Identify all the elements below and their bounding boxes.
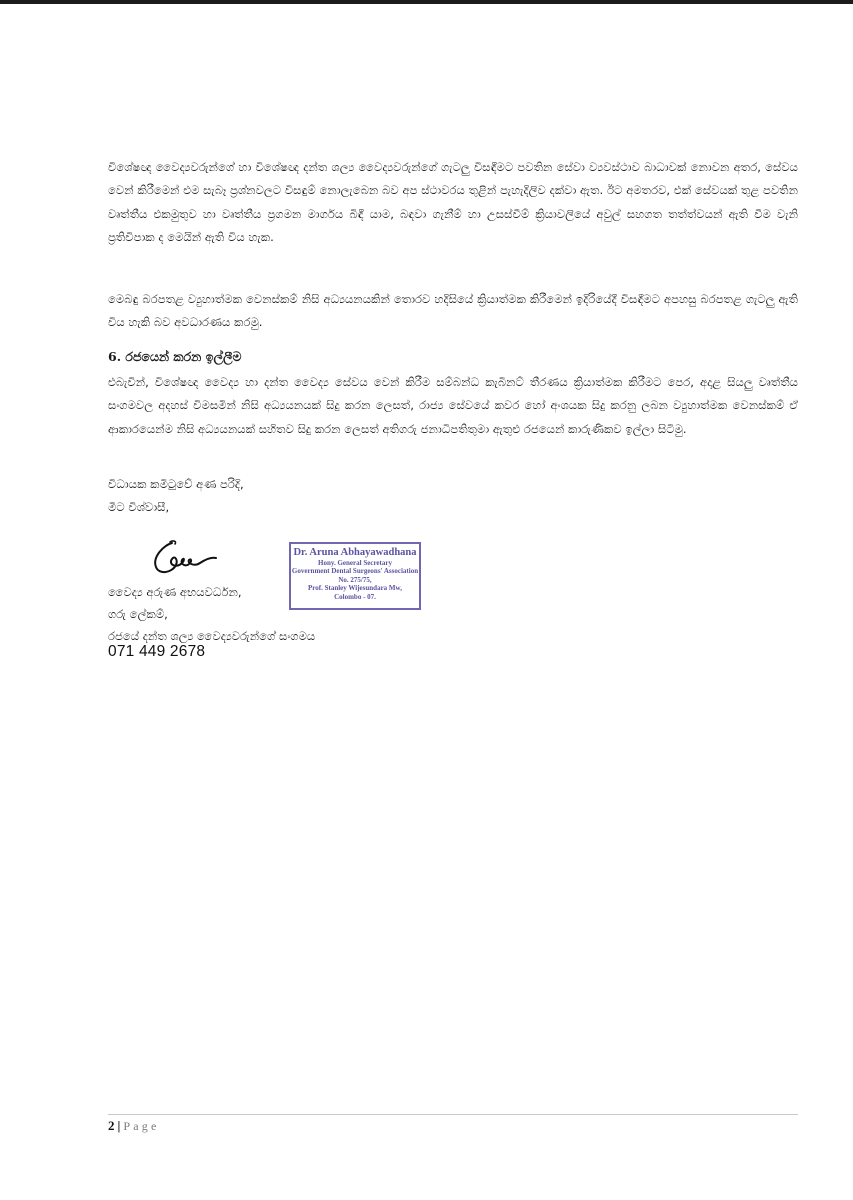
- top-border-rule: [0, 0, 853, 4]
- footer-separator: |: [117, 1118, 121, 1133]
- body-paragraph-2: මෙබඳු බරපතළ ව්‍යුහාත්මක වෙනස්කම් නිසි අධ්‍යයනයකින් තොරව හදිසියේ ක්‍රියාත්මක කිරීමෙන් ඉදිරියේදී විසඳීමට අපහසු බරපතළ ගැටලු ඇති විය හැකි බව අවධාරණය කරමු.: [108, 292, 798, 330]
- page-number: 2: [108, 1118, 115, 1133]
- signatory-organisation: රජයේ දන්ත ශල්‍ය වෛද්‍යවරුන්ගේ සංගමය: [108, 629, 316, 643]
- stamp-line-5: Colombo - 07.: [334, 592, 376, 601]
- stamp-name: Dr. Aruna Abhayawadhana: [293, 547, 417, 558]
- stamp-line-3: No. 275/75,: [338, 575, 372, 584]
- stamp-line-4: Prof. Stanley Wijesundara Mw,: [308, 584, 402, 593]
- stamp-line-1: Hony. General Secretary: [318, 559, 392, 567]
- handwritten-signature: [142, 533, 222, 581]
- closing-block: [108, 473, 244, 519]
- stamp-line-2: Government Dental Surgeons' Association: [291, 567, 419, 576]
- phone-number: 071 449 2678: [108, 643, 206, 660]
- body-paragraph-1: විශේෂඥ වෛද්‍යවරුන්ගේ හා විශේෂඥ දන්ත ශල්‍ය වෛද්‍යවරුන්ගේ ගැටලු විසඳීමට පවතින සේවා ව්‍යවස්ථාව බාධාවක් නොවන අතර, සේවය වෙන් කිරීමෙන් එම සැබෑ ප්‍රශ්නවලට විසඳුම් නොලැබෙන බව අප ස්ථාවරය තුළින් පැහැදිලිව දක්වා ඇත. ඊට අමතරව, එක් සේවයක් තුළ පවතින වෘත්තීය එකමුතුව හා වෘත්තීය ප්‍රගමන මාර්ගය බිඳී යාම, බඳවා ගැනීම් හා උසස්වීම් ක්‍රියාවලියේ අවුල් සහගත තත්ත්වයන් ඇති වීම වැනි ප්‍රතිවිපාක ද මෙයින් ඇති විය හැක.: [108, 160, 798, 245]
- signatory-block: [108, 581, 315, 647]
- body-paragraph-3: එබැවින්, විශේෂඥ වෛද්‍ය හා දන්ත වෛද්‍ය සේවය වෙන් කිරීම සම්බන්ධ කැබිනට් තීරණය ක්‍රියාත්මක කිරීමට පෙර, අදාළ සියලු වෘත්තීය සංගමවල අදහස් විමසමින් නිසි අධ්‍යයනයක් සිදු කරන ලෙසත්, රාජ්‍ය සේවයේ කවර හෝ අංශයක සිදු කරනු ලබන ව්‍යුහාත්මක වෙනස්කම් ඒ ආකාරයෙන්ම නිසි අධ්‍යයනයක් සහිතව සිදු කරන ලෙසත් අතිගරු ජනාධිපතිතුමා ඇතුළු රජයෙන් කාරුණිකව ඉල්ලා සිටිමු.: [108, 375, 798, 436]
- page-footer: [108, 1118, 160, 1134]
- footer-divider: [108, 1114, 798, 1115]
- page-label: Page: [123, 1119, 160, 1133]
- signatory-name: වෛද්‍ය අරුණ අභයවර්ධන,: [108, 585, 242, 599]
- signatory-title: ගරු ලේකම්,: [108, 607, 168, 621]
- section-number: 6.: [108, 349, 122, 364]
- section-heading: [108, 349, 242, 365]
- closing-line-2: මීට විශ්වාසී,: [108, 500, 170, 514]
- section-title: රජයෙන් කරන ඉල්ලීම: [125, 349, 242, 364]
- closing-line-1: විධායක කමිටුවේ අණ පරිදි,: [108, 477, 244, 491]
